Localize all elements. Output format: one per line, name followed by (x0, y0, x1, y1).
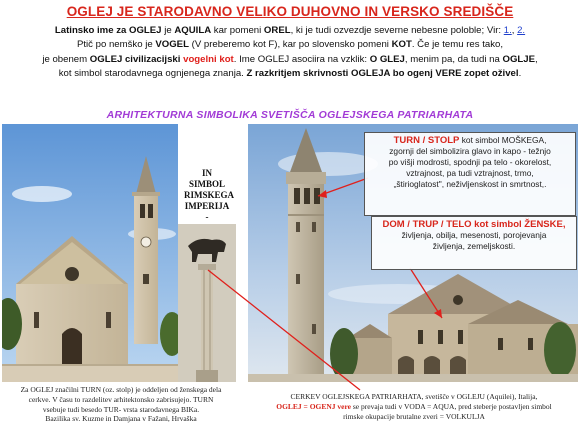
right-photo-caption (250, 392, 578, 422)
roman-label-line: IN SIMBOL (188, 168, 225, 189)
intro-text: OREL (263, 25, 291, 36)
intro-text: , ki je tudi ozvezdje severne nebesne poloble; Vir: (290, 25, 504, 36)
intro-text: OGLEJ civilizacijski (89, 53, 181, 65)
caption-line: Za OGLEJ značilni TURN (oz. stolp) je oddeljen od ženskega dela (20, 385, 222, 394)
page-title: OGLEJ JE STARODAVNO VELIKO DUHOVNO IN VERSKO SREDIŠČE (66, 4, 514, 19)
house-box-text: življenja, zemeljskosti. (432, 241, 516, 251)
caption-line: rimske okupacije brutalne zveri = VOLKULJA (343, 412, 485, 421)
caption-line: vsebuje tudi besedo TUR- vrsta starodavnega BIKa. (42, 404, 200, 414)
intro-text: Latinsko ime za OGLEJ (54, 25, 162, 36)
intro-text: , (511, 25, 518, 36)
tower-box-text: zgornji del simbolizira glavo in kapo - težnjo (389, 146, 551, 156)
tower-box-heading: TURN / STOLP (393, 135, 460, 146)
intro-text: kar pomeni (211, 25, 264, 36)
intro-text: Z razkritjem skrivnosti OGLEJA bo ogenj VERE zopet oživel (246, 68, 519, 80)
intro-text: VOGEL (155, 39, 189, 51)
house-symbolism-box (371, 216, 577, 270)
house-box-text: življenja, obilja, mesenosti, porojevanja (401, 230, 547, 240)
tower-box-text: „štirioglatost", neživljenskost in smrtnost,. (393, 179, 547, 189)
roman-label-line: IMPERIJA - (184, 201, 230, 222)
tower-symbolism-box (364, 132, 576, 216)
left-photo-caption (2, 385, 240, 424)
caption-line: Bazilika sv. Kuzme in Damjana v Fažani, Hrvaška (45, 414, 197, 424)
intro-text: Ptič po nemško je (76, 39, 156, 51)
intro-text: (V preberemo kot F), kar po slovensko pomeni (188, 39, 392, 51)
intro-text: O GLEJ (369, 53, 405, 65)
tower-box-text: vztrajnost, pa tudi vztrajnost, trmo, (406, 168, 534, 178)
caption-line: cerkve. V času to razdelitev arhitektonsko zabrisujejo. TURN (28, 394, 214, 404)
intro-text: , menim pa, da tudi na (404, 53, 503, 65)
house-box-heading: DOM / TRUP / TELO kot simbol ŽENSKE, (382, 219, 566, 230)
intro-text: AQUILA (174, 25, 212, 36)
caption-line: CERKEV OGLEJSKEGA PATRIARHATA, svetišče v OGLEJU (Aquilei), Italija, (290, 392, 538, 401)
intro-text: je obenem (42, 53, 90, 65)
intro-text: kot simbol starodavnega ognjenega znanja. (58, 68, 247, 80)
roman-label-line: RIMSKEGA (184, 190, 235, 200)
source-link-2[interactable]: 2. (517, 25, 526, 36)
intro-text: . Če je temu res tako, (411, 39, 504, 51)
intro-text-highlight: vogelni kot (183, 53, 234, 65)
intro-text: . (518, 68, 522, 80)
intro-text: je (161, 25, 175, 36)
section-subtitle: ARHITEKTURNA SIMBOLIKA SVETIŠČA OGLEJSKEGA PATRIARHATA (106, 109, 474, 121)
intro-text: . Ime OGLEJ asociira na vzklik: (233, 53, 370, 65)
tower-box-text: po višji modrosti, spodnji pa telo - okorelost, (388, 157, 552, 167)
intro-text: , (535, 53, 538, 65)
caption-line-highlight: OGLEJ = OGENJ vere (276, 402, 352, 411)
source-link-1[interactable]: 1. (503, 25, 512, 36)
tower-box-text: kot simbol MOŠKEGA, (459, 135, 547, 145)
intro-text: OGLJE (502, 53, 536, 65)
caption-line: se prevaja tudi v VODA = AQUA, pred steberje postavljen simbol (351, 402, 552, 411)
intro-text: KOT (391, 39, 412, 51)
